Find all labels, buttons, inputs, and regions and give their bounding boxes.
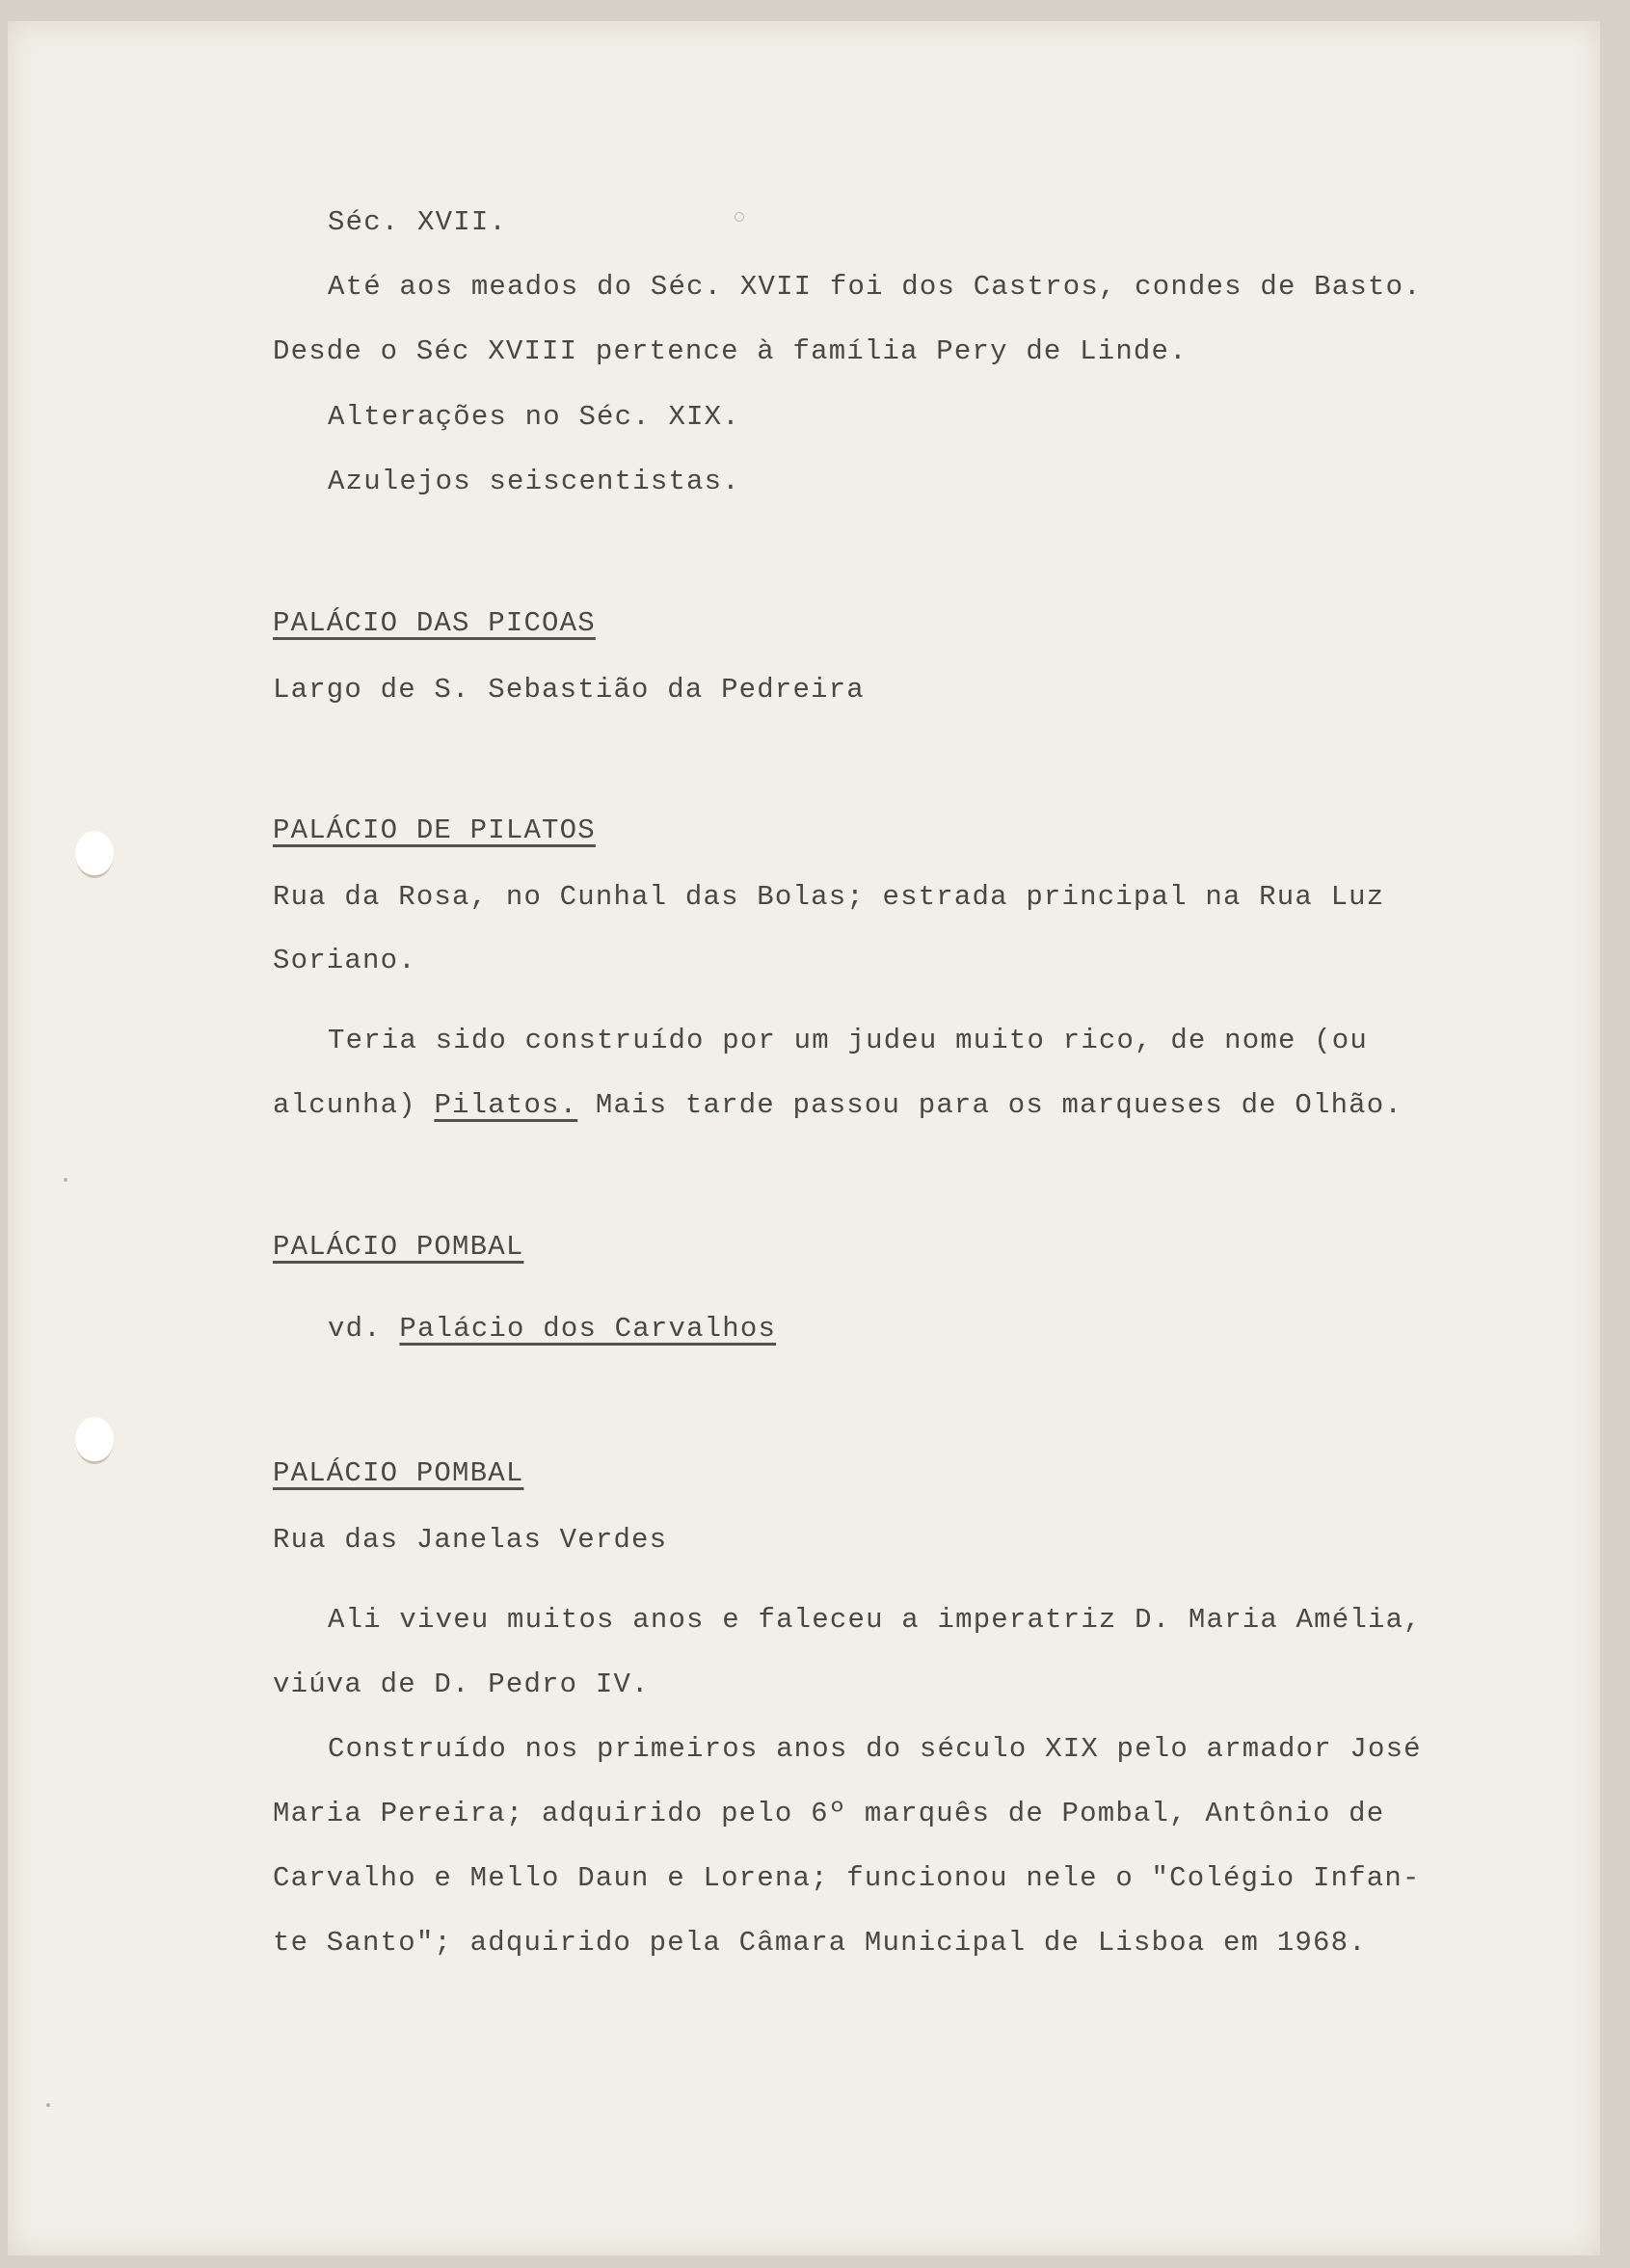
paper-speck <box>735 212 744 222</box>
text-line <box>273 1091 1403 1119</box>
text-line: Alterações no Séc. XIX. <box>328 401 740 433</box>
underlined-name: Pilatos. <box>434 1089 578 1121</box>
text-line: Largo de S. Sebastião da Pedreira <box>273 674 865 706</box>
text-line: Rua da Rosa, no Cunhal das Bolas; estrada principal na Rua Luz <box>273 881 1385 913</box>
text-line: te Santo"; adquirido pela Câmara Municipal de Lisboa em 1968. <box>273 1927 1367 1959</box>
paper-speck <box>64 1178 67 1182</box>
paper-speck <box>46 2103 50 2107</box>
section-heading: PALÁCIO DE PILATOS <box>273 814 596 846</box>
text-line: Ali viveu muitos anos e faleceu a imperatriz D. Maria Amélia, <box>328 1604 1422 1636</box>
text-line: Até aos meados do Séc. XVII foi dos Castros, condes de Basto. <box>328 271 1422 303</box>
section-heading: PALÁCIO POMBAL <box>273 1457 524 1489</box>
cross-reference: Palácio dos Carvalhos <box>399 1313 777 1345</box>
text-fragment: Mais tarde passou para os marqueses de Olhão. <box>577 1089 1403 1121</box>
text-line: Rua das Janelas Verdes <box>273 1524 668 1556</box>
section-heading: PALÁCIO POMBAL <box>273 1231 524 1263</box>
punch-hole-bottom <box>75 1417 114 1464</box>
text-line <box>328 1315 776 1343</box>
text-line: viúva de D. Pedro IV. <box>273 1668 650 1700</box>
text-line: Desde o Séc XVIII pertence à família Pery de Linde. <box>273 335 1188 367</box>
text-line: Carvalho e Mello Daun e Lorena; funcionou nele o "Colégio Infan- <box>273 1862 1421 1894</box>
text-line: Teria sido construído por um judeu muito rico, de nome (ou <box>328 1025 1368 1056</box>
text-fragment: alcunha) <box>273 1089 435 1121</box>
text-line: Construído nos primeiros anos do século XIX pelo armador José <box>328 1733 1422 1765</box>
text-line: Azulejos seiscentistas. <box>328 466 740 497</box>
text-line: Séc. XVII. <box>328 206 508 238</box>
section-heading: PALÁCIO DAS PICOAS <box>273 607 596 639</box>
text-line: Soriano. <box>273 945 416 976</box>
text-fragment: vd. <box>328 1313 400 1345</box>
text-line: Maria Pereira; adquirido pelo 6º marquês de Pombal, Antônio de <box>273 1798 1385 1829</box>
punch-hole-top <box>75 831 114 878</box>
